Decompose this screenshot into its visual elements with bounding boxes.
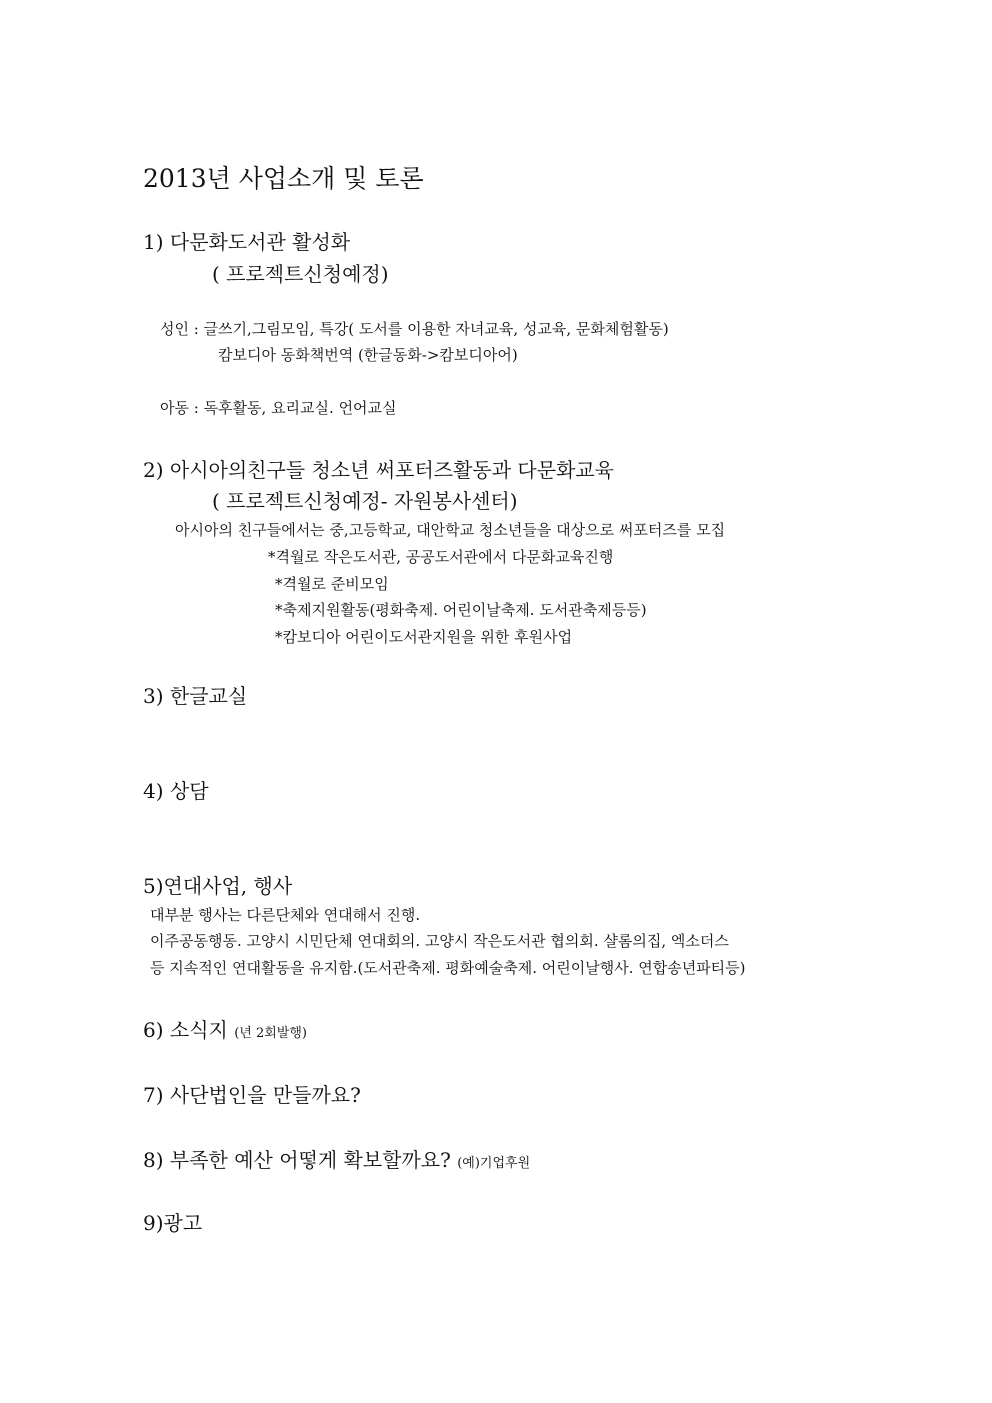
section-2-bullet-1: *격월로 작은도서관, 공공도서관에서 다문화교육진행	[268, 548, 614, 566]
section-1-line-cambodia: 캄보디아 동화책번역 (한글동화->캄보디아어)	[218, 346, 518, 364]
section-3-heading: 3) 한글교실	[143, 684, 248, 708]
section-2-bullet-4: *캄보디아 어린이도서관지원을 위한 후원사업	[275, 628, 573, 646]
section-1-line-adult: 성인 : 글쓰기,그림모임, 특강( 도서를 이용한 자녀교육, 성교육, 문화체험활동)	[160, 320, 669, 338]
section-2-bullet-3: *축제지원활동(평화축제. 어린이날축제. 도서관축제등등)	[275, 601, 647, 619]
page-title: 2013년 사업소개 및 토론	[143, 164, 424, 193]
section-2-line-intro: 아시아의 친구들에서는 중,고등학교, 대안학교 청소년들을 대상으로 써포터즈를 모집	[175, 521, 726, 539]
section-5-line-2: 이주공동행동. 고양시 시민단체 연대회의. 고양시 작은도서관 협의회. 샬롬의집, 엑소더스	[150, 932, 729, 950]
section-2-subheading: ( 프로젝트신청예정- 자원봉사센터)	[212, 489, 518, 513]
section-1-heading: 1) 다문화도서관 활성화	[143, 230, 351, 254]
section-1-line-children: 아동 : 독후활동, 요리교실. 언어교실	[160, 399, 397, 417]
section-5-heading: 5)연대사업, 행사	[143, 874, 293, 898]
section-9-heading: 9)광고	[143, 1211, 203, 1235]
section-8-note: (예)기업후원	[457, 1156, 531, 1171]
section-1-subheading: ( 프로젝트신청예정)	[212, 262, 389, 286]
section-4-heading: 4) 상담	[143, 779, 209, 803]
section-2-bullet-2: *격월로 준비모임	[275, 575, 389, 593]
section-8-title: 8) 부족한 예산 어떻게 확보할까요?	[143, 1148, 451, 1172]
section-6-title: 6) 소식지	[143, 1018, 228, 1042]
section-8-heading	[143, 1150, 530, 1170]
section-6-note: (년 2회발행)	[234, 1026, 307, 1041]
section-5-line-3: 등 지속적인 연대활동을 유지함.(도서관축제. 평화예술축제. 어린이날행사. 연합송년파티등)	[150, 959, 746, 977]
section-5-line-1: 대부분 행사는 다른단체와 연대해서 진행.	[150, 906, 421, 924]
section-7-heading: 7) 사단법인을 만들까요?	[143, 1083, 361, 1107]
section-2-heading: 2) 아시아의친구들 청소년 써포터즈활동과 다문화교육	[143, 458, 614, 482]
section-6-heading	[143, 1020, 307, 1040]
